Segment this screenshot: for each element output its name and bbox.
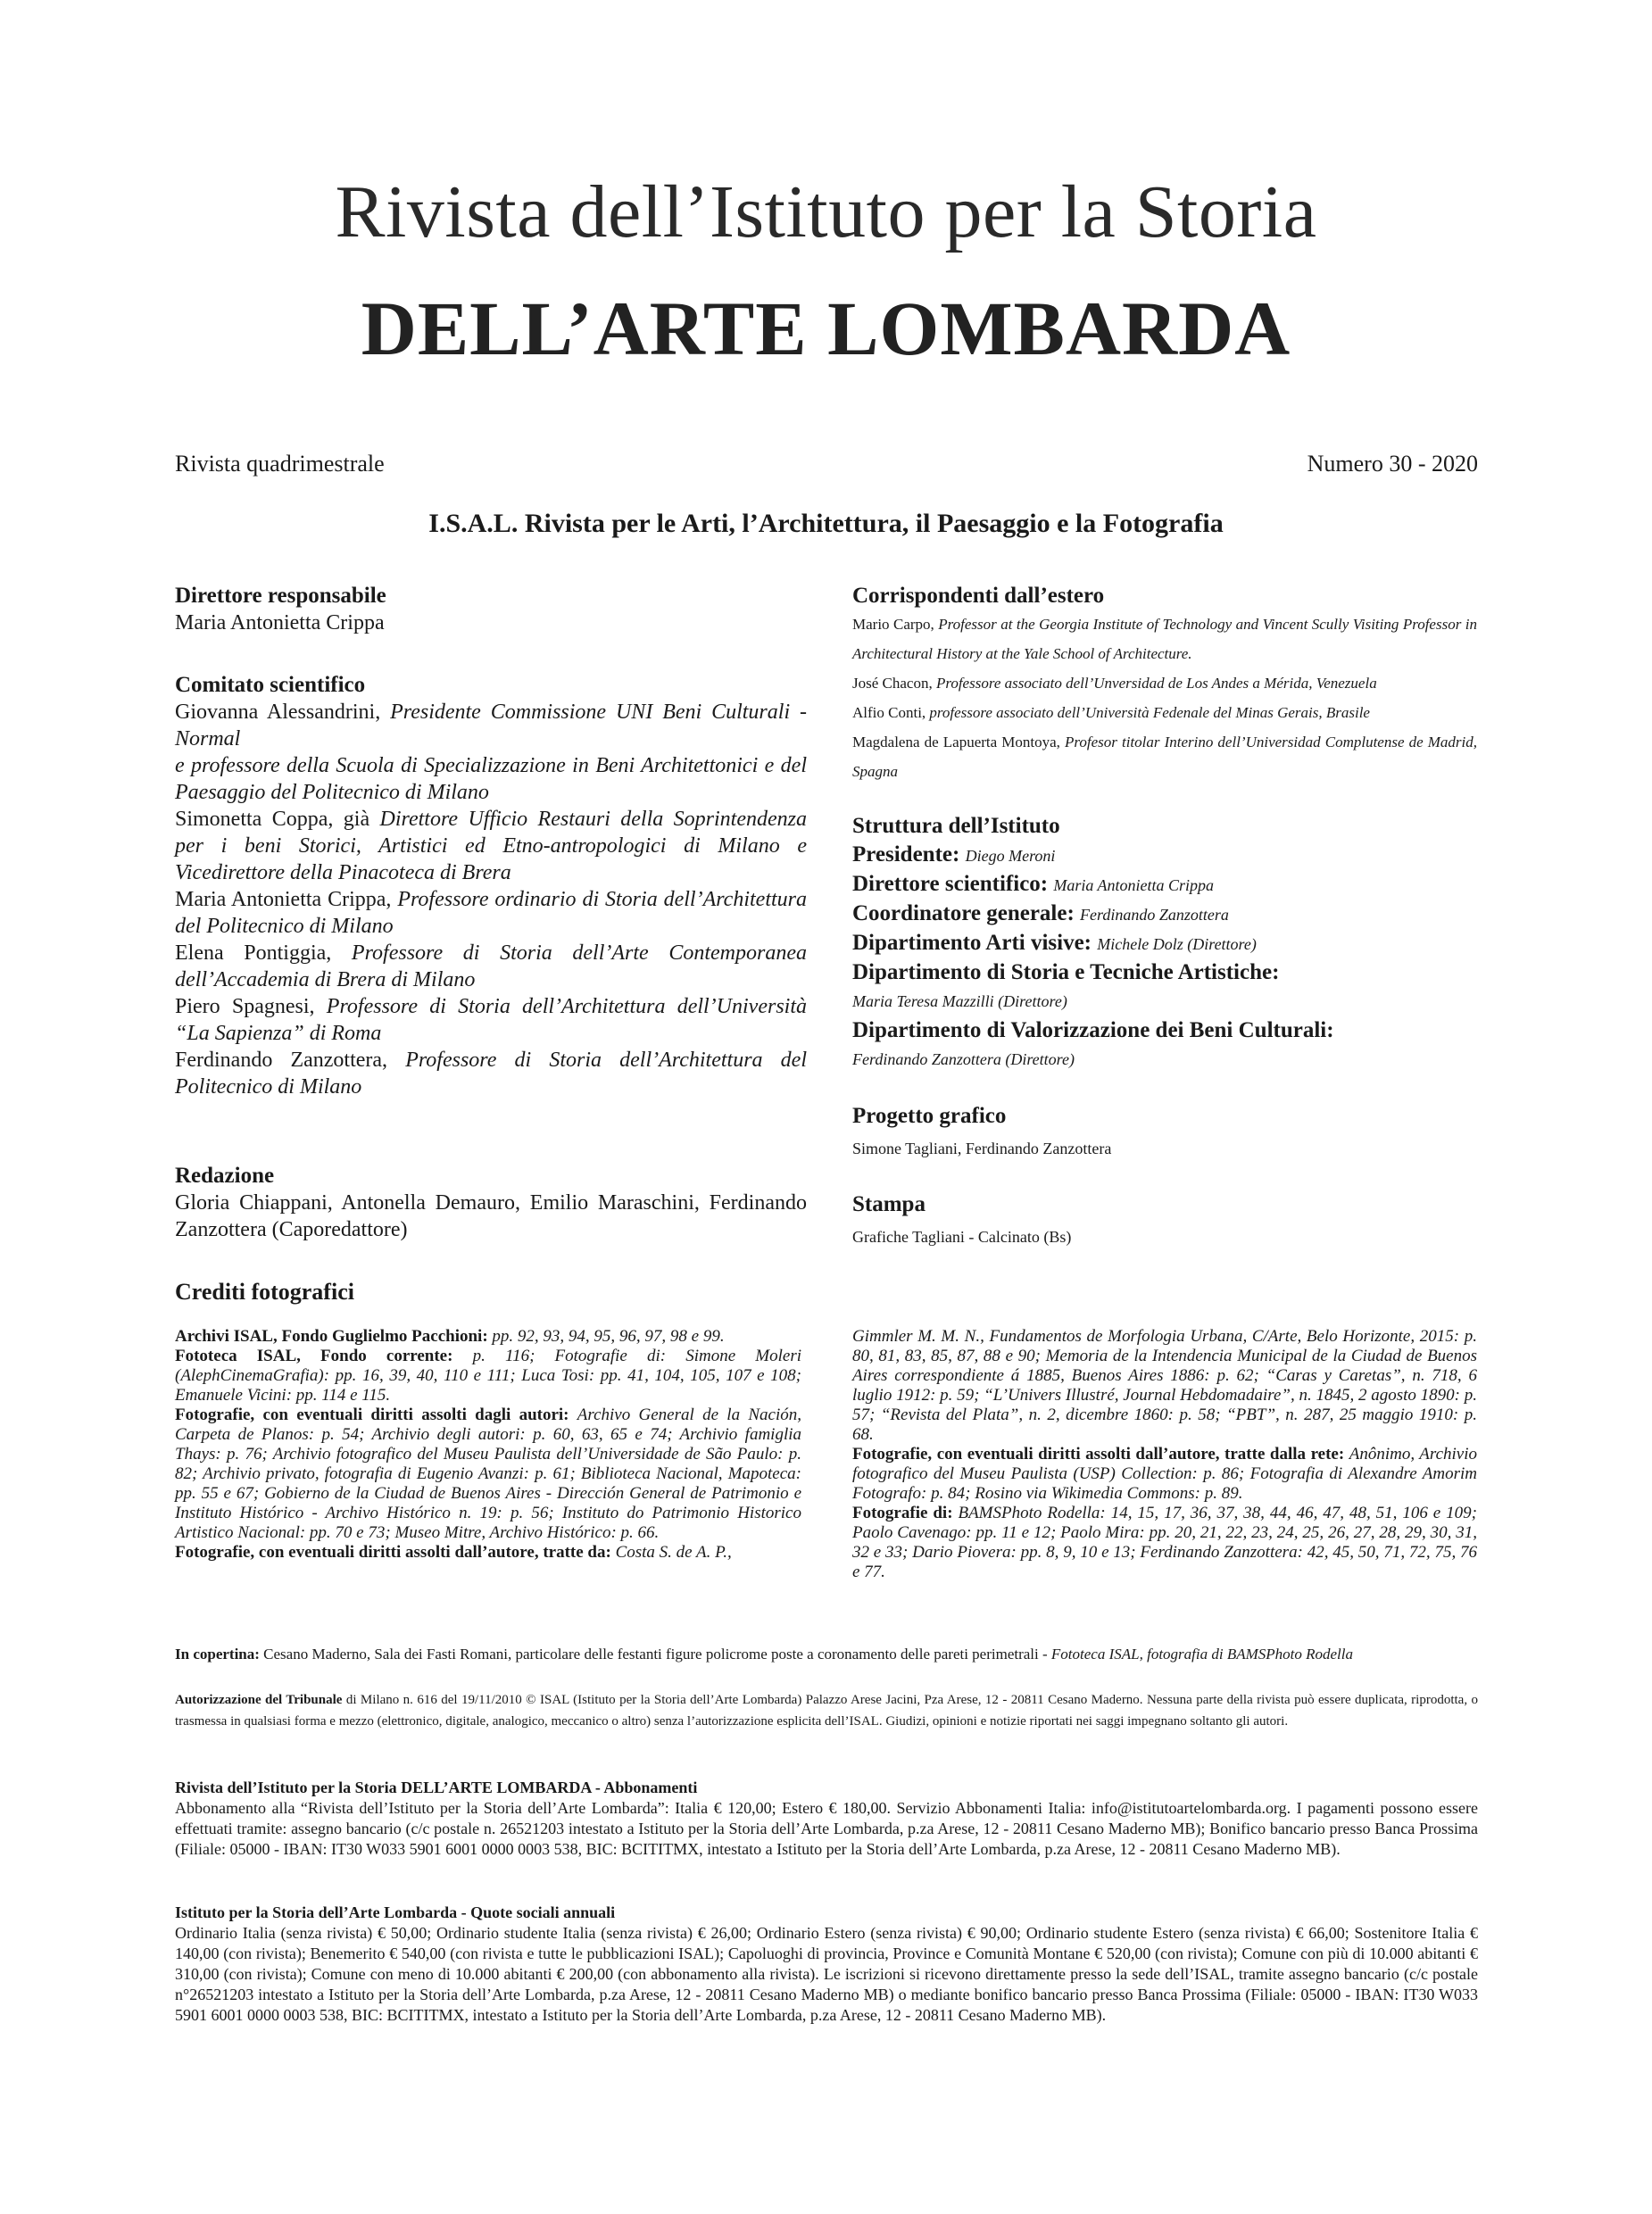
member-role: Professore di Storia dell’Architettura dell’Università “La Sapienza” di Roma (175, 995, 807, 1045)
member-name: Elena Pontiggia, (175, 941, 352, 965)
correspondent-name: Alfio Conti, (852, 704, 930, 721)
member-role: Professore di Storia dell’Architettura del Politecnico di Milano (175, 1049, 807, 1099)
correspondent (852, 668, 1477, 698)
struttura-section (852, 812, 1477, 1074)
stampa-value: Grafiche Tagliani - Calcinato (Bs) (852, 1228, 1072, 1246)
stampa-section (852, 1190, 1477, 1256)
cover-credit: Fototeca ISAL, fotografia di BAMSPhoto Rodella (1050, 1646, 1353, 1663)
coord-label: Coordinatore generale: (852, 901, 1081, 925)
member-role: Professore di Storia dell’Arte Contemporanea dell’Accademia di Brera di Milano (175, 941, 807, 991)
arti-row (852, 928, 1477, 958)
credit-pages: Costa S. de A. P., (615, 1543, 732, 1562)
credit-source: Fotografie, con eventuali diritti assolti dagli autori: (175, 1406, 577, 1424)
direttore-heading: Direttore responsabile (175, 584, 386, 608)
comitato-member (175, 806, 807, 886)
corrispondenti-section (852, 582, 1477, 786)
correspondent (852, 727, 1477, 786)
correspondent-name: Magdalena de Lapuerta Montoya, (852, 734, 1065, 750)
credit-continuation: Gimmler M. M. N., Fundamentos de Morfologia Urbana, C/Arte, Belo Horizonte, 2015: p. 80, 81, 83, 85, 87, 88 e 90; Memoria de la Intendencia Municipal de la Ciudad de Buenos Aires correspondiente á 1885, Buenos Aires 1886: p. 62; “Caras y Caretas”, n. 718, 6 luglio 1912: p. 59; “L’Univers Illustré, Journal Hebdomadaire”, n. 1845, 2 agosto 1890: p. 57; “Revista del Plata”, n. 2, dicembre 1860: p. 58; “PBT”, n. 287, 25 maggio 1910: p. 68. (852, 1327, 1477, 1444)
authorization-text: di Milano n. 616 del 19/11/2010 © ISAL (Istituto per la Storia dell’Arte Lombarda) Palazzo Arese Jacini, Pza Arese, 12 - 20811 Cesano Maderno. Nessuna parte della rivista può essere duplicata, riprodotta, o trasmessa in qualsiasi forma e mezzo (elettronico, digitale, analogico, meccanico o altro) senza l’autorizzazione esplicita dell’ISAL. Giudizi, opinioni e notizie riportati nei saggi impegnano soltanto gli autori. (175, 1693, 1478, 1729)
storia-value: Maria Teresa Mazzilli (Direttore) (852, 992, 1067, 1010)
credit-pages: p. 116; Fotografie di: Simone Moleri (AlephCinemaGrafia): pp. 16, 39, 40, 110 e 111; Luca Tosi: pp. 41, 104, 105, 107 e 108; Emanuele Vicini: pp. 114 e 115. (175, 1347, 802, 1405)
progetto-section (852, 1102, 1477, 1167)
correspondent (852, 698, 1477, 727)
valor-label: Dipartimento di Valorizzazione dei Beni Culturali: (852, 1018, 1334, 1042)
fees-heading: Istituto per la Storia dell’Arte Lombarda - Quote sociali annuali (175, 1903, 616, 1921)
subscriptions-section (175, 1778, 1478, 1860)
presidente-value: Diego Meroni (965, 847, 1056, 865)
credit-pages: Anônimo, Archivio fotografico del Museu Paulista (USP) Collection: p. 86; Fotografia di Alexandre Amorim Fotografo: p. 84; Rosino via Wikimedia Commons: p. 89. (852, 1445, 1478, 1503)
journal-subtitle: I.S.A.L. Rivista per le Arti, l’Architettura, il Paesaggio e la Fotografia (428, 509, 1224, 538)
member-name: Simonetta Coppa, già (175, 808, 380, 831)
credit-entry (175, 1543, 801, 1563)
comitato-section (175, 671, 807, 1100)
credit-entry (175, 1406, 801, 1543)
stampa-heading: Stampa (852, 1192, 926, 1216)
comitato-member (175, 940, 807, 993)
credits-left (175, 1327, 801, 1563)
credit-source: Fotografie, con eventuali diritti assolti dall’autore, tratte da: (175, 1543, 616, 1562)
corrispondenti-heading: Corrispondenti dall’estero (852, 584, 1105, 608)
correspondent-role: Professore associato dell’Unversidad de Los Andes a Mérida, Venezuela (935, 675, 1377, 692)
presidente-row (852, 840, 1477, 869)
direttore-name: Maria Antonietta Crippa (175, 611, 385, 634)
comitato-member (175, 1047, 807, 1100)
member-name: Ferdinando Zanzottera, (175, 1049, 406, 1072)
credits-right (852, 1327, 1477, 1582)
credit-source: Fotografie di: (852, 1504, 959, 1522)
struttura-heading: Struttura dell’Istituto (852, 814, 1060, 838)
member-role: Direttore Ufficio Restauri della Soprintendenza per i beni Storici, Artistici ed Etno-antropologici di Milano e Vicedirettore della Pinacoteca di Brera (175, 808, 807, 884)
cover-caption (175, 1644, 1478, 1665)
cover-text: Cesano Maderno, Sala dei Fasti Romani, particolare delle festanti figure policrome poste a coronamento delle pareti perimetrali - (263, 1646, 1051, 1663)
member-name: Maria Antonietta Crippa, (175, 888, 398, 911)
correspondent-name: José Chacon, (852, 675, 936, 692)
arti-value: Michele Dolz (Direttore) (1097, 935, 1257, 953)
correspondent-name: Mario Carpo, (852, 616, 939, 633)
progetto-heading: Progetto grafico (852, 1104, 1007, 1128)
redazione-section (175, 1162, 807, 1243)
redazione-heading: Redazione (175, 1164, 275, 1188)
dir-sci-row (852, 869, 1477, 899)
coord-value: Ferdinando Zanzottera (1080, 906, 1229, 924)
journal-title-line2: DELL’ARTE LOMBARDA (361, 286, 1291, 371)
credit-source: Fototeca ISAL, Fondo corrente: (175, 1347, 473, 1365)
credit-source: Archivi ISAL, Fondo Guglielmo Pacchioni: (175, 1327, 493, 1346)
redazione-text: Gloria Chiappani, Antonella Demauro, Emilio Maraschini, Ferdinando Zanzottera (Caporedattore) (175, 1191, 807, 1241)
arti-label: Dipartimento Arti visive: (852, 931, 1098, 955)
credits-heading (175, 1278, 807, 1306)
credit-entry (175, 1327, 801, 1347)
comitato-member-extra: e professore della Scuola di Specializzazione in Beni Architettonici e del Paesaggio del Politecnico di Milano (175, 754, 807, 804)
dir-sci-label: Direttore scientifico: (852, 872, 1054, 896)
issue-number: Numero 30 - 2020 (1307, 451, 1478, 477)
direttore-section (175, 582, 807, 636)
correspondent-role: Professor at the Georgia Institute of Technology and Vincent Scully Visiting Professor in Architectural History at the Yale School of Architecture. (852, 616, 1478, 662)
presidente-label: Presidente: (852, 842, 966, 867)
correspondent-role: Profesor titolar Interino dell’Universidad Complutense de Madrid, Spagna (852, 734, 1477, 780)
member-role: Professore ordinario di Storia dell’Architettura del Politecnico di Milano (175, 888, 807, 938)
credit-pages: Archivo General de la Nación, Carpeta de Planos: p. 54; Archivio degli autori: p. 60, 63, 65 e 74; Archivio famiglia Thays: p. 76; Archivio fotografico del Museu Paulista dell’Universidade de São Paulo: p. 82; Archivio privato, fotografia di Eugenio Avanzi: p. 61; Biblioteca Nacional, Mapoteca: pp. 55 e 67; Gobierno de la Ciudad de Buenos Aires - Dirección General de Patrimonio e Instituto Histórico - Archivo Histórico n. 19: p. 56; Instituto do Patrimonio Historico Artistico Nacional: pp. 70 e 73; Museo Mitre, Archivo Histórico: p. 66. (175, 1406, 802, 1542)
coord-row (852, 899, 1477, 928)
credit-pages: BAMSPhoto Rodella: 14, 15, 17, 36, 37, 38, 44, 46, 47, 48, 51, 106 e 109; Paolo Cavenago: pp. 11 e 12; Paolo Mira: pp. 20, 21, 22, 23, 24, 25, 26, 27, 28, 29, 30, 31, 32 e 33; Dario Piovera: pp. 8, 9, 10 e 13; Ferdinando Zanzottera: 42, 45, 50, 71, 72, 75, 76 e 77. (852, 1504, 1477, 1581)
subscriptions-text: Abbonamento alla “Rivista dell’Istituto per la Storia dell’Arte Lombarda”: Italia € 120,00; Estero € 180,00. Servizio Abbonamenti Italia: info@istitutoartelombarda.org. I pagamenti possono essere effettuati tramite: assegno bancario (c/c postale n. 26521203 intestato a Istituto per la Storia dell’Arte Lombarda, p.za Arese, 12 - 20811 Cesano Maderno MB); Bonifico bancario presso Banca Prossima (Filiale: 05000 - IBAN: IT30 W033 5901 6001 0000 0003 538, BIC: BCITITMX, intestato a Istituto per la Storia dell’Arte Lombarda, p.za Arese, 12 - 20811 Cesano Maderno MB). (175, 1799, 1478, 1858)
correspondent (852, 609, 1477, 668)
valor-value: Ferdinando Zanzottera (Direttore) (852, 1050, 1075, 1068)
fees-section (175, 1903, 1478, 2026)
credit-source: Fotografie, con eventuali diritti assolti dall’autore, tratte dalla rete: (852, 1445, 1349, 1464)
storia-label: Dipartimento di Storia e Tecniche Artistiche: (852, 960, 1280, 984)
credit-entry (852, 1445, 1477, 1504)
correspondent-role: professore associato dell’Università Fedenale del Minas Gerais, Brasile (929, 704, 1370, 721)
comitato-member (175, 886, 807, 940)
cover-label: In copertina: (175, 1646, 264, 1663)
subscriptions-heading: Rivista dell’Istituto per la Storia DELL’ARTE LOMBARDA - Abbonamenti (175, 1779, 698, 1796)
comitato-member (175, 699, 807, 752)
journal-title-line1: Rivista dell’Istituto per la Storia (335, 170, 1317, 253)
comitato-heading: Comitato scientifico (175, 673, 366, 697)
dir-sci-value: Maria Antonietta Crippa (1053, 876, 1215, 894)
credit-entry (852, 1504, 1477, 1582)
credits-heading-text: Crediti fotografici (175, 1279, 354, 1305)
credit-entry (175, 1347, 801, 1406)
progetto-value: Simone Tagliani, Ferdinando Zanzottera (852, 1140, 1112, 1157)
comitato-member (175, 993, 807, 1047)
periodicity: Rivista quadrimestrale (175, 451, 385, 477)
member-role: Presidente Commissione UNI Beni Culturali - Normal (175, 701, 807, 750)
credit-pages: pp. 92, 93, 94, 95, 96, 97, 98 e 99. (492, 1327, 725, 1346)
member-name: Giovanna Alessandrini, (175, 701, 391, 724)
member-name: Piero Spagnesi, (175, 995, 327, 1018)
authorization-label: Autorizzazione del Tribunale (175, 1693, 343, 1707)
authorization-notice (175, 1689, 1478, 1732)
fees-text: Ordinario Italia (senza rivista) € 50,00; Ordinario studente Italia (senza rivista) € 26,00; Ordinario Estero (senza rivista) € 90,00; Ordinario studente Estero (senza rivista) € 66,00; Sostenitore Italia € 140,00 (con rivista); Benemerito € 540,00 (con rivista e tutte le pubblicazioni ISAL); Capoluoghi di provincia, Province e Comunità Montane € 520,00 (con rivista); Comune con più di 10.000 abitanti € 310,00 (con rivista); Comune con meno di 10.000 abitanti € 200,00 (con abbonamento alla rivista). Le iscrizioni si ricevono direttamente presso la sede dell’ISAL, tramite assegno bancario (c/c postale n°26521203 intestato a Istituto per la Storia dell’Arte Lombarda, p.za Arese, 12 - 20811 Cesano Maderno MB) o mediante bonifico bancario presso Banca Prossima (Filiale: 05000 - IBAN: IT30 W033 5901 6001 0000 0003 538, BIC: BCITITMX, intestato a Istituto per la Storia dell’Arte Lombarda, p.za Arese, 12 - 20811 Cesano Maderno MB). (175, 1924, 1478, 2024)
